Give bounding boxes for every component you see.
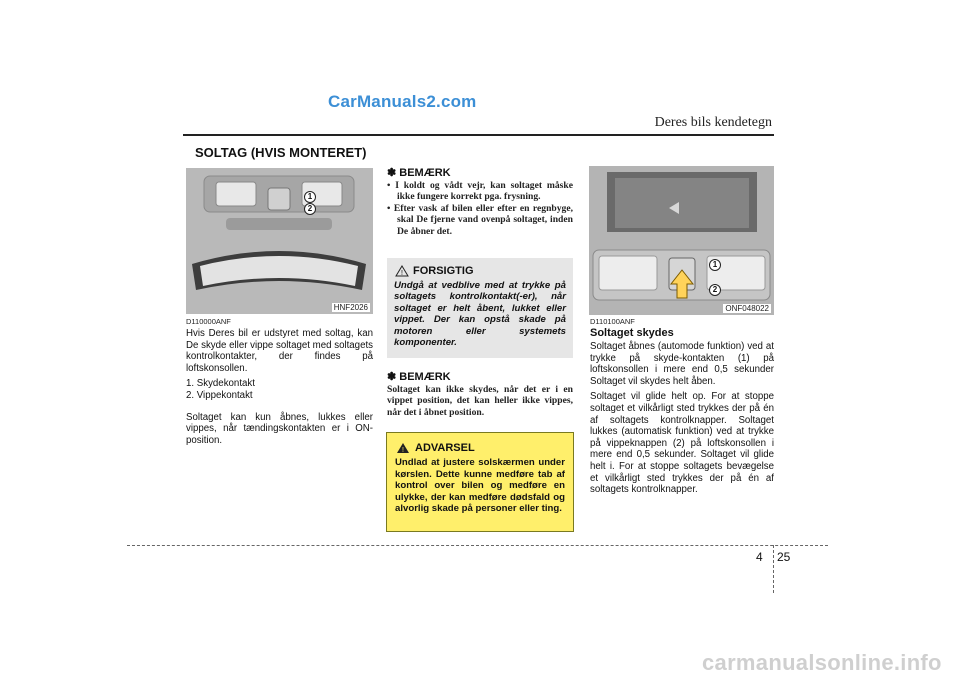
- list-item-slide-switch: 1. Skydekontakt: [186, 378, 255, 390]
- overhead-console-photo: [186, 168, 373, 314]
- slide-paragraph: Soltaget åbnes (automode funktion) ved at trykke på skyde-kontakten (1) på loftskonsollen i mere end 0,5 sekunder Soltaget vil skydes helt åben.: [590, 341, 774, 387]
- callout-1-marker: 1: [709, 259, 721, 271]
- caution-box: [387, 258, 573, 358]
- callout-2-marker: 2: [709, 284, 721, 296]
- footer-dashed-rule: [127, 545, 828, 546]
- watermark-bottom[interactable]: carmanualsonline.info: [702, 650, 942, 675]
- footer-dashed-divider: [773, 545, 774, 593]
- section-heading: Soltaget skydes: [590, 327, 674, 339]
- warning-box: [386, 432, 574, 532]
- warning-title: ADVARSEL: [415, 442, 475, 454]
- svg-text:!: !: [401, 270, 403, 277]
- sunroof-switch-photo: [589, 166, 774, 315]
- page-title: SOLTAG (HVIS MONTERET): [195, 145, 367, 160]
- watermark-top[interactable]: CarManuals2.com: [328, 92, 477, 111]
- warning-text: Undlad at justere solskærmen under kørslen. Dette kunne medføre tab af kontrol over bilen og medføre en ulykke, der kan medføre dødsfald og alvorlig skade på personer eller ting.: [395, 457, 565, 515]
- page-number: 25: [777, 550, 791, 564]
- ignition-paragraph: Soltaget kan kun åbnes, lukkes eller vippes, når tændingskontakten er i ON-position.: [186, 411, 373, 446]
- chapter-number: 4: [756, 550, 763, 564]
- section-header: Deres bils kendetegn: [654, 115, 772, 130]
- intro-paragraph: Hvis Deres bil er udstyret med soltag, kan De skyde eller vippe soltaget med soltagets kontrolkontakter, der findes på loftskonsollen.: [186, 328, 373, 374]
- note-list: [387, 180, 573, 237]
- svg-text:!: !: [402, 447, 404, 454]
- right-body-text: [590, 341, 774, 500]
- caution-title: FORSIGTIG: [413, 265, 474, 277]
- left-body-text: [186, 328, 373, 450]
- header-rule: [183, 134, 774, 136]
- note-tilt-text: Soltaget kan ikke skydes, når det er i en vippet position, det kan heller ikke vippes, når det i åbnet position.: [387, 384, 573, 418]
- note-bullet-frost: • I koldt og vådt vejr, kan soltaget måske ikke fungere korrekt pga. frysning.: [387, 180, 573, 203]
- note-bullet-wash: • Efter vask af bilen eller efter en regnbyge, skal De fjerne vand ovenpå soltaget, inden De åbner det.: [387, 202, 573, 237]
- figure-code: ONF048022: [725, 304, 769, 313]
- section-code: D110100ANF: [590, 317, 635, 326]
- callout-2-marker: 2: [304, 203, 316, 215]
- stop-paragraph: Soltaget vil glide helt op. For at stoppe soltaget et vilkårligt sted trykkes der på én af soltagets kontrolknapper. Soltaget lukkes (automatisk funktion) ved at trykke på vippeknappen (2) på loftskonsollen i mere end 0,5 sekunder. Soltaget vil glide helt i. For at stoppe soltagets bevægelse et vilkårligt sted trykkes der på én af soltagets kontrolknapper.: [590, 391, 774, 496]
- overhead-console-illustration: [186, 168, 373, 314]
- caution-text: Undgå at vedblive med at trykke på soltagets kontrolkontakt(-er), når soltaget er helt åbent, lukket eller vippet. Der kan opstå skade på motoren eller systemets komponenter.: [394, 280, 566, 349]
- list-item-tilt-switch: 2. Vippekontakt: [186, 389, 253, 401]
- sunroof-console-illustration: [589, 166, 774, 315]
- note-heading: ✽ BEMÆRK: [387, 167, 451, 179]
- section-code: D110000ANF: [186, 317, 231, 326]
- figure-code: HNF2026: [333, 303, 368, 312]
- note-heading-2: ✽ BEMÆRK: [387, 371, 451, 383]
- callout-1-marker: 1: [304, 191, 316, 203]
